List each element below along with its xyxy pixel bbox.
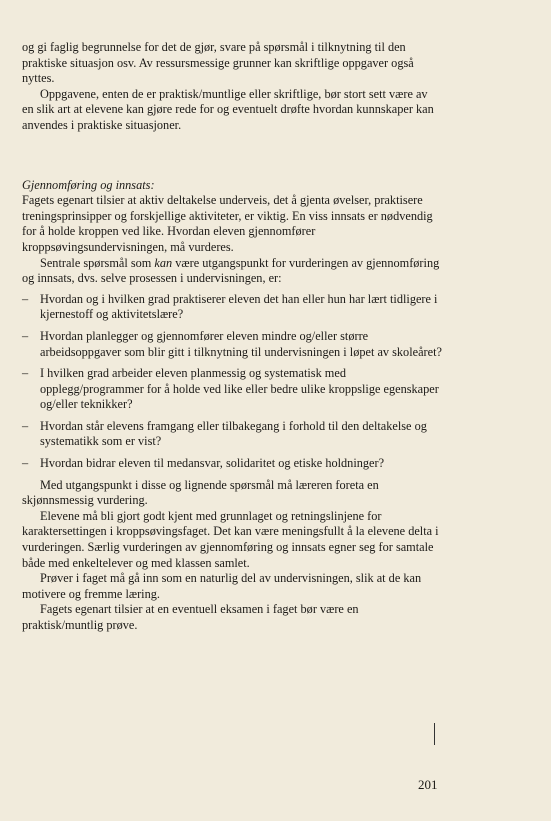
body-text: [22, 40, 442, 634]
question-item: – Hvordan og i hvilken grad praktiserer eleven det han eller hun har lært tidligere i kjernestoff og aktivitetslære?: [22, 291, 438, 322]
intro-paragraph-2: Oppgavene, enten de er praktisk/muntlige eller skriftlige, bør stort sett være av en slik art at elevene kan gjøre rede for og eventuelt drøfte hvordan kunnskaper kan anvendes i praktiske situasjoner.: [22, 86, 434, 132]
emphasis-word: kan: [154, 255, 173, 270]
question-item: – I hvilken grad arbeider eleven planmessig og systematisk med opplegg/programmer for å holde ved like eller bedre ulike kroppslige egenskaper og/eller teknikker?: [22, 366, 439, 412]
question-list: [22, 292, 442, 472]
question-item: – Hvordan bidrar eleven til medansvar, solidaritet og etiske holdninger?: [22, 456, 385, 471]
section-paragraph-2: Sentrale spørsmål som kan være utgangspunkt for vurderingen av gjennomføring og innsats, dvs. selve prosessen i undervisningen, er:: [22, 255, 440, 286]
section-paragraph-1: Fagets egenart tilsier at aktiv deltakelse underveis, det å gjenta øvelser, praktisere treningsprinsipper og forskjellige aktiviteter, er viktig. En viss innsats er nødvendig for å holde kroppen ved like. Hvordan eleven gjennomfører kroppsøvingsundervisningen, må vurderes.: [22, 193, 433, 254]
intro-paragraph-1: og gi faglig begrunnelse for det de gjør, svare på spørsmål i tilknytning til den praktiske situasjon osv. Av ressursmessige grunner kan skriftlige oppgaver også nyttes.: [22, 40, 414, 86]
closing-paragraph-3: Prøver i faget må gå inn som en naturlig del av undervisningen, slik at de kan motivere og fremme læring.: [22, 571, 422, 601]
page-number: 201: [418, 777, 438, 792]
question-item: – Hvordan står elevens framgang eller tilbakegang i forhold til den deltakelse og systematikk som er vist?: [22, 418, 427, 449]
closing-paragraph-4: Fagets egenart tilsier at en eventuell eksamen i faget bør være en praktisk/muntlig prøve.: [22, 602, 359, 632]
section-heading: Gjennomføring og innsats:: [22, 177, 155, 192]
margin-mark: [434, 723, 435, 745]
closing-paragraph-1: Med utgangspunkt i disse og lignende spørsmål må læreren foreta en skjønnsmessig vurdering.: [22, 477, 379, 508]
closing-paragraph-2: Elevene må bli gjort godt kjent med grunnlaget og retningslinjene for karaktersettingen i kroppsøvingsfaget. Det kan være meningsfullt å la elevene delta i vurderingen. Særlig vurderingen av gjennomføring og innsats egner seg for samtale både med enkeltelever og med klassen samlet.: [22, 508, 439, 570]
question-item: – Hvordan planlegger og gjennomfører eleven mindre og/eller større arbeidsoppgaver som blir gitt i tilknytning til undervisningen i løpet av skoleåret?: [22, 328, 442, 359]
